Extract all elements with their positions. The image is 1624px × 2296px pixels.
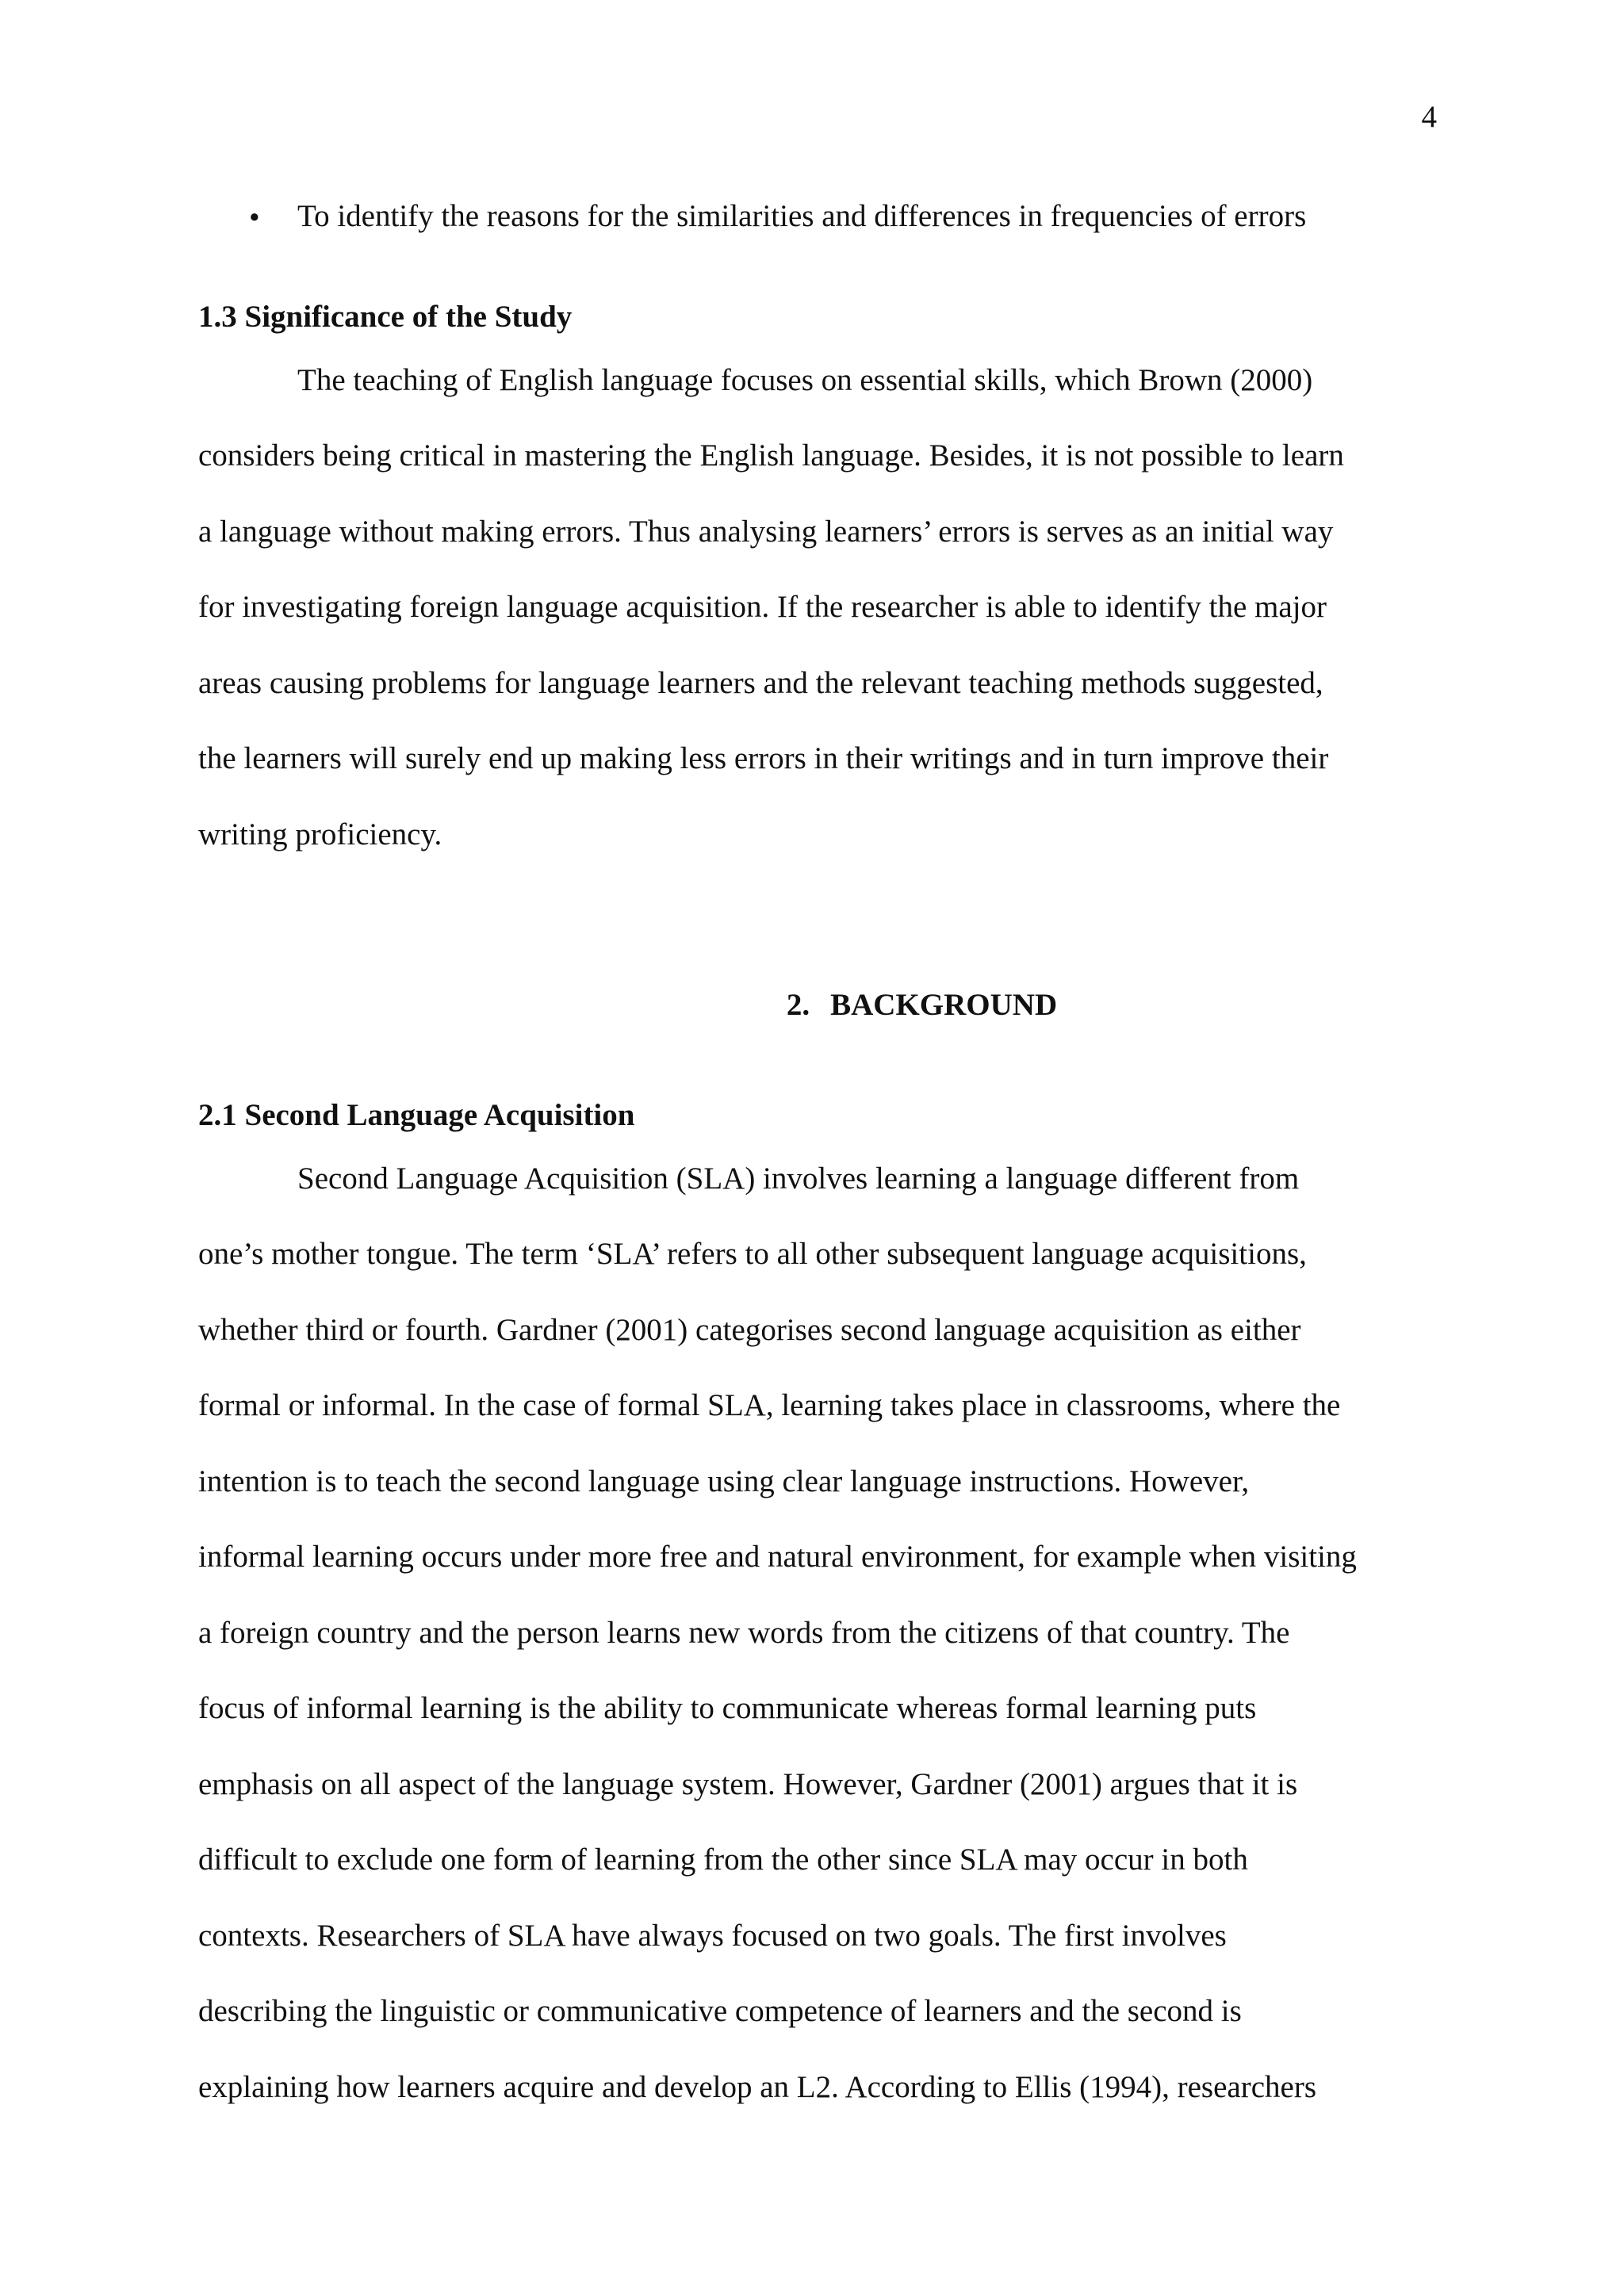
paragraph-line: emphasis on all aspect of the language system. However, Gardner (2001) argues that it is [198,1766,1298,1801]
paragraph-line: intention is to teach the second language using clear language instructions. However, [198,1464,1250,1498]
paragraph-line: for investigating foreign language acquisition. If the researcher is able to identify the major [198,590,1327,625]
paragraph-line: writing proficiency. [198,817,442,851]
chapter-heading-background [198,987,1435,1024]
document-body [198,189,1435,2125]
paragraph-line: The teaching of English language focuses on essential skills, which Brown (2000) [297,362,1313,397]
paragraph-line: contexts. Researchers of SLA have always focused on two goals. The first involves [198,1918,1227,1953]
bullet-text: To identify the reasons for the similarities and differences in frequencies of errors [297,199,1307,233]
section-heading-1-3: 1.3 Significance of the Study [198,299,573,334]
paragraph-line: explaining how learners acquire and develop an L2. According to Ellis (1994), researchers [198,2069,1316,2104]
paragraph-line: formal or informal. In the case of formal SLA, learning takes place in classrooms, where the [198,1388,1341,1423]
paragraph-significance [198,342,1435,873]
page-number: 4 [1421,100,1437,134]
paragraph-line: a foreign country and the person learns new words from the citizens of that country. The [198,1615,1290,1650]
bullet-list-item [198,198,1435,235]
paragraph-line: whether third or fourth. Gardner (2001) categorises second language acquisition as either [198,1312,1301,1347]
chapter-title: BACKGROUND [830,988,1058,1023]
paragraph-line: considers being critical in mastering the English language. Besides, it is not possible to learn [198,438,1344,473]
paragraph-line: one’s mother tongue. The term ‘SLA’ refers to all other subsequent language acquisitions, [198,1237,1307,1272]
section-heading-2-1: 2.1 Second Language Acquisition [198,1097,635,1132]
paragraph-line: areas causing problems for language learners and the relevant teaching methods suggested, [198,665,1323,700]
paragraph-line: the learners will surely end up making less errors in their writings and in turn improve their [198,741,1329,776]
paragraph-line: a language without making errors. Thus analysing learners’ errors is serves as an initial way [198,514,1334,549]
paragraph-line: difficult to exclude one form of learning from the other since SLA may occur in both [198,1843,1248,1877]
paragraph-line: describing the linguistic or communicative competence of learners and the second is [198,1994,1242,2029]
paragraph-line: informal learning occurs under more free and natural environment, for example when visiting [198,1540,1357,1575]
bullet-icon: • [249,200,260,235]
chapter-number: 2. [786,988,810,1023]
paragraph-line: focus of informal learning is the ability to communicate whereas formal learning puts [198,1691,1257,1726]
paragraph-line: Second Language Acquisition (SLA) involves learning a language different from [297,1161,1300,1196]
paragraph-sla [198,1141,1435,2126]
